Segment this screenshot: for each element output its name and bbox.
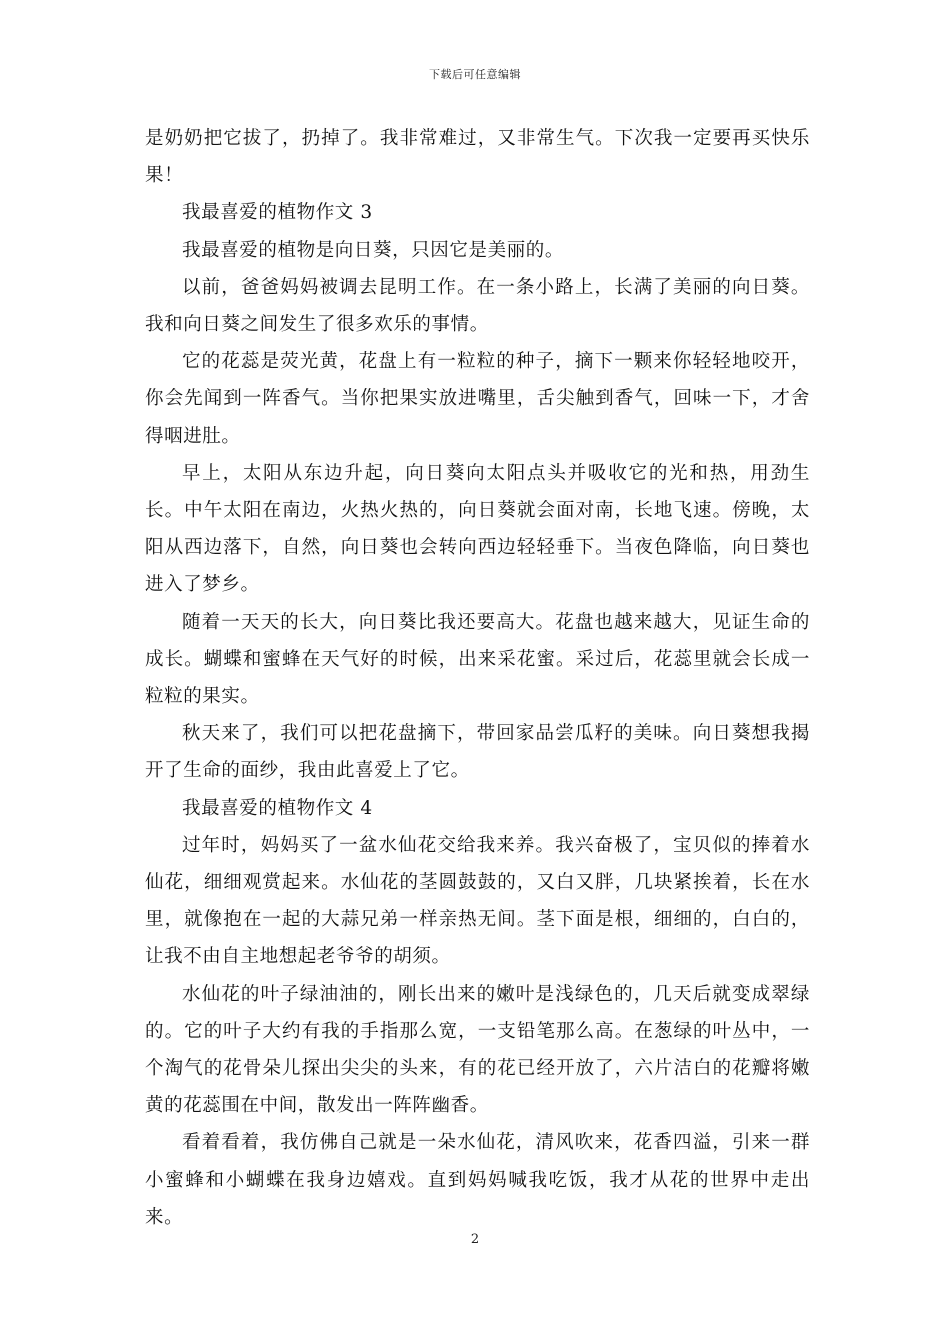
section-heading: 我最喜爱的植物作文 3 <box>182 202 373 224</box>
page-number: 2 <box>470 1232 480 1247</box>
paragraph: 以前，爸爸妈妈被调去昆明工作。在一条小路上，长满了美丽的向日葵。我和向日葵之间发生了很多欢乐的事情。 <box>145 276 810 336</box>
paragraph: 随着一天天的长大，向日葵比我还要高大。花盘也越来越大，见证生命的成长。蝴蝶和蜜蜂在天气好的时候，出来采花蜜。采过后，花蕊里就会长成一粒粒的果实。 <box>145 611 810 708</box>
paragraph: 看着看着，我仿佛自己就是一朵水仙花，清风吹来，花香四溢，引来一群小蜜蜂和小蝴蝶在我身边嬉戏。直到妈妈喊我吃饭，我才从花的世界中走出来。 <box>145 1132 810 1228</box>
paragraph: 早上，太阳从东边升起，向日葵向太阳点头并吸收它的光和热，用劲生长。中午太阳在南边，火热火热的，向日葵就会面对南，长地飞速。傍晚，太阳从西边落下，自然，向日葵也会转向西边轻轻垂下。当夜色降临，向日葵也进入了梦乡。 <box>145 462 810 596</box>
paragraph: 过年时，妈妈买了一盆水仙花交给我来养。我兴奋极了，宝贝似的捧着水仙花，细细观赏起来。水仙花的茎圆鼓鼓的，又白又胖，几块紧挨着，长在水里，就像抱在一起的大蒜兄弟一样亲热无间。茎下面是根，细细的，白白的，让我不由自主地想起老爷爷的胡须。 <box>145 834 810 968</box>
paragraph: 是奶奶把它拔了，扔掉了。我非常难过，又非常生气。下次我一定要再买快乐果！ <box>145 128 810 187</box>
section-heading: 我最喜爱的植物作文 4 <box>182 797 373 819</box>
page-header: 下载后可任意编辑 <box>429 68 521 81</box>
paragraph: 我最喜爱的植物是向日葵，只因它是美丽的。 <box>182 239 565 261</box>
document-body <box>145 120 810 1236</box>
paragraph: 水仙花的叶子绿油油的，刚长出来的嫩叶是浅绿色的，几天后就变成翠绿的。它的叶子大约有我的手指那么宽，一支铅笔那么高。在葱绿的叶丛中，一个淘气的花骨朵儿探出尖尖的头来，有的花已经开放了，六片洁白的花瓣将嫩黄的花蕊围在中间，散发出一阵阵幽香。 <box>145 983 810 1117</box>
paragraph: 它的花蕊是荧光黄，花盘上有一粒粒的种子，摘下一颗来你轻轻地咬开，你会先闻到一阵香气。当你把果实放进嘴里，舌尖触到香气，回味一下，才舍得咽进肚。 <box>145 351 810 447</box>
paragraph: 秋天来了，我们可以把花盘摘下，带回家品尝瓜籽的美味。向日葵想我揭开了生命的面纱，我由此喜爱上了它。 <box>145 723 810 782</box>
